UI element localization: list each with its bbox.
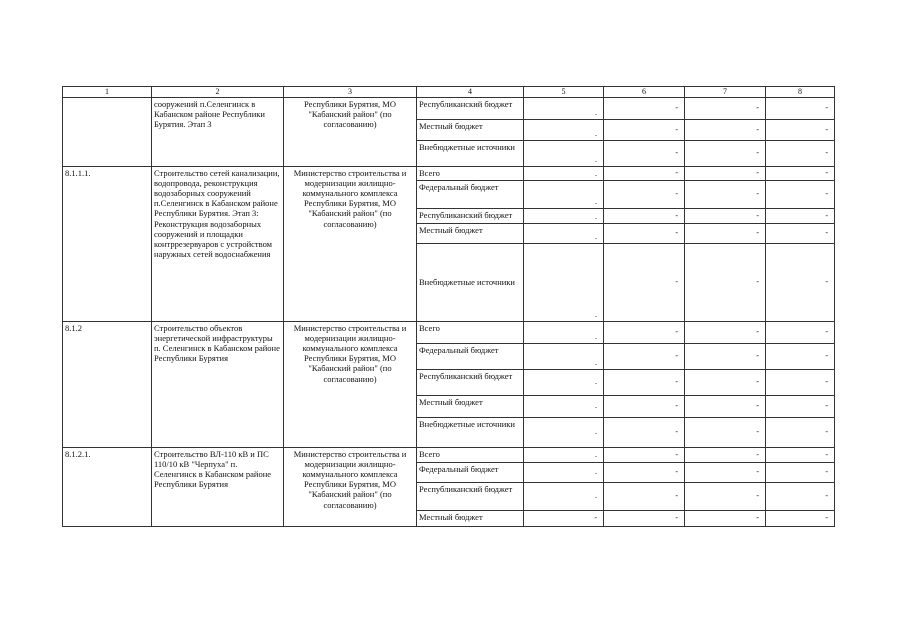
measure-executor: Министерство строительства и модернизации жилищно-коммунального комплекса Республики Бурятия, МО "Кабанский район" (по согласованию): [284, 321, 417, 447]
value-cell: .: [524, 223, 604, 243]
value-cell: -: [766, 223, 835, 243]
value-cell: -: [685, 140, 766, 166]
value-cell: -: [685, 447, 766, 462]
measure-executor: Министерство строительства и модернизации жилищно-коммунального комплекса Республики Бурятия, МО "Кабанский район" (по согласованию): [284, 447, 417, 526]
value-cell: -: [524, 510, 604, 526]
value-cell: -: [685, 343, 766, 369]
measure-code: 8.1.2: [63, 321, 152, 447]
value-cell: -: [766, 97, 835, 119]
column-number: 2: [152, 87, 284, 98]
measure-name: Строительство объектов энергетической инфраструктуры п. Селенгинск в Кабанском районе Республики Бурятия: [152, 321, 284, 447]
value-cell: -: [604, 395, 685, 417]
value-cell: -: [604, 223, 685, 243]
value-cell: -: [604, 119, 685, 140]
value-cell: -: [685, 482, 766, 510]
column-number: 4: [417, 87, 524, 98]
value-cell: -: [766, 417, 835, 447]
value-cell: .: [524, 140, 604, 166]
funding-source: Федеральный бюджет: [417, 462, 524, 482]
document-page: [62, 86, 835, 527]
column-number: 3: [284, 87, 417, 98]
funding-source: Республиканский бюджет: [417, 97, 524, 119]
value-cell: -: [766, 482, 835, 510]
value-cell: -: [685, 180, 766, 208]
funding-source: Федеральный бюджет: [417, 180, 524, 208]
funding-source: Федеральный бюджет: [417, 343, 524, 369]
value-cell: -: [766, 369, 835, 395]
funding-source: Местный бюджет: [417, 223, 524, 243]
value-cell: -: [604, 510, 685, 526]
measure-name: сооружений п.Селенгинск в Кабанском районе Республики Бурятия. Этап 3: [152, 97, 284, 166]
funding-source: Местный бюджет: [417, 510, 524, 526]
value-cell: -: [766, 395, 835, 417]
measure-name: Строительство сетей канализации, водопровода, реконструкция водозаборных сооружений п.Селенгинск в Кабанском районе Республики Бурятия. Этап 3: Реконструкция водозаборных сооружений и площадки контррезервуаров с устройством наружных сетей водоснабжения: [152, 166, 284, 321]
value-cell: .: [524, 97, 604, 119]
value-cell: .: [524, 321, 604, 343]
funding-source: Республиканский бюджет: [417, 482, 524, 510]
column-number: 8: [766, 87, 835, 98]
value-cell: -: [685, 208, 766, 223]
value-cell: -: [766, 208, 835, 223]
value-cell: -: [604, 417, 685, 447]
value-cell: .: [524, 180, 604, 208]
value-cell: -: [685, 321, 766, 343]
value-cell: -: [766, 321, 835, 343]
funding-source: Внебюджетные источники: [417, 243, 524, 321]
value-cell: .: [524, 119, 604, 140]
value-cell: -: [766, 166, 835, 180]
column-number: 5: [524, 87, 604, 98]
funding-source: Республиканский бюджет: [417, 369, 524, 395]
funding-source: Всего: [417, 166, 524, 180]
table-row: [63, 166, 835, 180]
column-number: 7: [685, 87, 766, 98]
value-cell: -: [604, 369, 685, 395]
funding-source: Внебюджетные источники: [417, 140, 524, 166]
value-cell: .: [524, 482, 604, 510]
value-cell: -: [766, 462, 835, 482]
value-cell: -: [766, 343, 835, 369]
value-cell: -: [685, 119, 766, 140]
funding-source: Всего: [417, 447, 524, 462]
value-cell: -: [685, 223, 766, 243]
value-cell: -: [766, 180, 835, 208]
table-row: [63, 321, 835, 343]
table-row: [63, 97, 835, 119]
value-cell: -: [685, 462, 766, 482]
value-cell: -: [604, 97, 685, 119]
value-cell: -: [604, 166, 685, 180]
table-row: [63, 447, 835, 462]
column-number-row: [63, 87, 835, 98]
value-cell: -: [604, 243, 685, 321]
value-cell: -: [604, 208, 685, 223]
value-cell: -: [766, 140, 835, 166]
value-cell: -: [766, 119, 835, 140]
funding-source: Республиканский бюджет: [417, 208, 524, 223]
value-cell: .: [524, 243, 604, 321]
value-cell: .: [524, 208, 604, 223]
value-cell: .: [524, 447, 604, 462]
value-cell: -: [604, 321, 685, 343]
measure-executor: Министерство строительства и модернизации жилищно-коммунального комплекса Республики Бурятия, МО "Кабанский район" (по согласованию): [284, 166, 417, 321]
value-cell: -: [766, 243, 835, 321]
value-cell: -: [685, 97, 766, 119]
value-cell: -: [685, 166, 766, 180]
measure-code: [63, 97, 152, 166]
value-cell: -: [604, 140, 685, 166]
value-cell: -: [604, 447, 685, 462]
funding-source: Внебюджетные источники: [417, 417, 524, 447]
value-cell: -: [685, 395, 766, 417]
program-table: [62, 86, 835, 527]
value-cell: -: [604, 482, 685, 510]
value-cell: .: [524, 395, 604, 417]
value-cell: -: [604, 462, 685, 482]
value-cell: -: [685, 510, 766, 526]
funding-source: Местный бюджет: [417, 395, 524, 417]
value-cell: -: [685, 417, 766, 447]
value-cell: .: [524, 417, 604, 447]
measure-name: Строительство ВЛ-110 кВ и ПС 110/10 кВ "Черпуха" п. Селенгинск в Кабанском районе Республики Бурятия: [152, 447, 284, 526]
measure-code: 8.1.2.1.: [63, 447, 152, 526]
value-cell: -: [766, 510, 835, 526]
value-cell: -: [604, 343, 685, 369]
value-cell: -: [604, 180, 685, 208]
measure-code: 8.1.1.1.: [63, 166, 152, 321]
funding-source: Всего: [417, 321, 524, 343]
column-number: 6: [604, 87, 685, 98]
value-cell: .: [524, 369, 604, 395]
value-cell: -: [766, 447, 835, 462]
value-cell: .: [524, 462, 604, 482]
measure-executor: Республики Бурятия, МО "Кабанский район" (по согласованию): [284, 97, 417, 166]
value-cell: .: [524, 166, 604, 180]
column-number: 1: [63, 87, 152, 98]
value-cell: .: [524, 343, 604, 369]
funding-source: Местный бюджет: [417, 119, 524, 140]
value-cell: -: [685, 243, 766, 321]
value-cell: -: [685, 369, 766, 395]
